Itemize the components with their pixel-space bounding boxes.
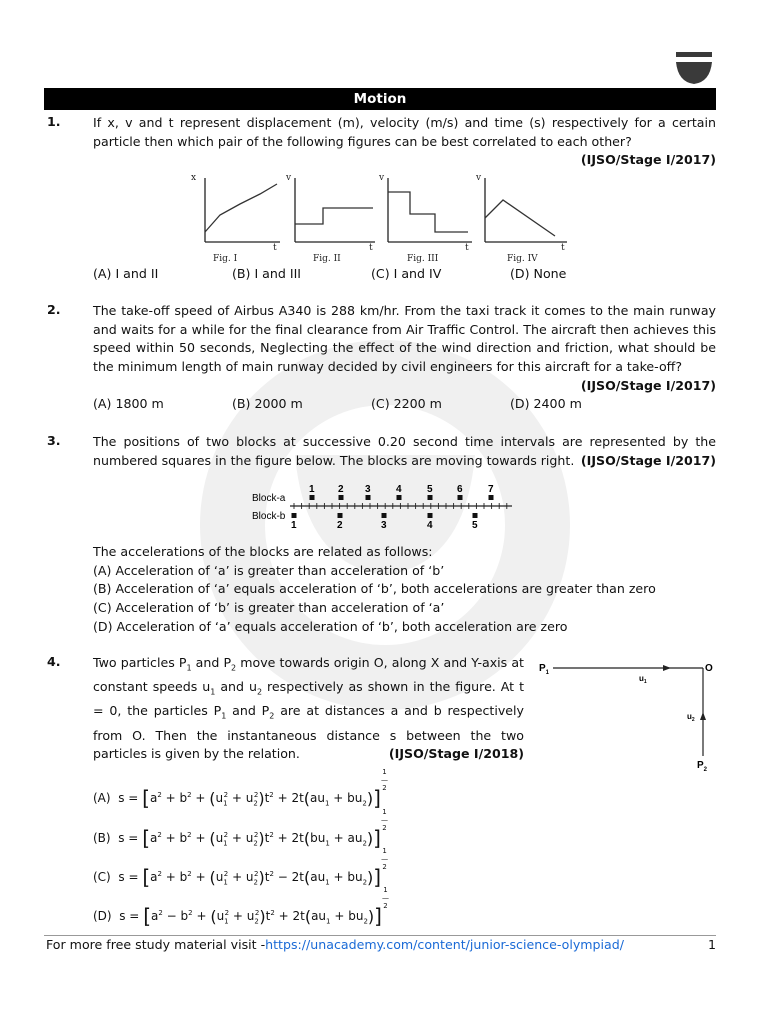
formula-option: (B) $s = [a^2 + b^2 + (u_1^2 + u_2^2)t^2 + 2t(bu_1 + au_2)]1$ — 2 bbox=[93, 808, 388, 850]
question-text: If x, v and t represent displacement (m), velocity (m/s) and time (s) respectively for a certain particle then which pair of the following figures can be best correlated to each other? bbox=[93, 115, 716, 149]
u1-label: $u_1$ bbox=[639, 674, 647, 685]
question-number: 1. bbox=[47, 114, 61, 129]
option-a: (A) Acceleration of ‘a’ is greater than acceleration of ‘b’ bbox=[93, 562, 445, 578]
block-b-number: 2 bbox=[337, 520, 343, 530]
axis-label-t: t bbox=[369, 243, 373, 253]
question-source: (IJSO/Stage I/2018) bbox=[388, 746, 524, 762]
block-a-number: 1 bbox=[309, 484, 315, 495]
fig-label-1: Fig. I bbox=[213, 254, 238, 264]
block-b-number: 1 bbox=[291, 520, 297, 530]
block-b-number: 3 bbox=[381, 520, 387, 530]
question-text: The take-off speed of Airbus A340 is 288 km/hr. From the taxi track it comes to the main runway and waits for a while for the final clearance from Air Traffic Control. The aircraft then achieves this speed within 50 seconds, Neglecting the effect of the wind direction and friction, what should be the minimum length of main runway decided by civil engineers for this aircraft for a take-off? bbox=[93, 303, 716, 375]
fig-label-4: Fig. IV bbox=[507, 254, 538, 264]
option-c: (C) 2200 m bbox=[371, 395, 442, 411]
graph-fig-1 bbox=[191, 173, 280, 264]
formula-option: (C) $s = [a^2 + b^2 + (u_1^2 + u_2^2)t^2 - 2t(au_1 + bu_2)]1$ — 2 bbox=[93, 847, 389, 889]
block-b-square bbox=[338, 513, 343, 518]
option-c: (C) I and IV bbox=[371, 266, 442, 281]
block-b-number: 5 bbox=[472, 520, 478, 530]
graph-fig-4 bbox=[475, 173, 567, 264]
block-b-label: Block-b bbox=[252, 511, 286, 522]
question-text: The positions of two blocks at successive 0.20 second time intervals are represented by the numbered squares in the figure below. The blocks are moving towards right. bbox=[93, 434, 716, 468]
option-b: (B) I and III bbox=[232, 266, 302, 281]
block-a-label: Block-a bbox=[252, 493, 286, 504]
block-a-number: 3 bbox=[365, 484, 371, 495]
axis-label-v: v bbox=[476, 173, 482, 183]
axis-label-v: v bbox=[286, 173, 292, 183]
question-4 bbox=[44, 654, 524, 764]
q1-graphs-figure bbox=[185, 170, 575, 266]
formula-option: (D) $s = [a^2 - b^2 + (u_1^2 + u_2^2)t^2 + 2t(au_1 + bu_2)]1$ — 2 bbox=[93, 886, 389, 928]
question-1 bbox=[44, 114, 716, 170]
question-2 bbox=[44, 302, 716, 415]
question-number: 4. bbox=[47, 654, 61, 669]
q3-blocks-figure bbox=[250, 482, 520, 530]
p1-label: $P_1$ bbox=[539, 663, 550, 676]
option-a: (A) I and II bbox=[93, 266, 159, 281]
formula-option: (A) $s = [a^2 + b^2 + (u_1^2 + u_2^2)t^2 + 2t(au_1 + bu_2)]1$ — 2 bbox=[93, 768, 388, 810]
origin-label: O bbox=[705, 663, 713, 674]
block-b-number: 4 bbox=[427, 520, 433, 530]
block-b-square bbox=[292, 513, 297, 518]
fig-label-3: Fig. III bbox=[407, 254, 439, 264]
question-source: (IJSO/Stage I/2017) bbox=[580, 152, 716, 168]
block-a-number: 2 bbox=[338, 484, 344, 495]
footer-divider bbox=[44, 935, 716, 936]
option-a: (A) 1800 m bbox=[93, 395, 164, 411]
block-b-square bbox=[473, 513, 478, 518]
footer bbox=[46, 937, 716, 952]
option-d: (D) None bbox=[510, 266, 567, 281]
block-a-number: 5 bbox=[427, 484, 433, 495]
option-d: (D) Acceleration of ‘a’ equals acceleration of ‘b’, both acceleration are zero bbox=[93, 618, 568, 634]
axis-label-v: v bbox=[379, 173, 385, 183]
option-d: (D) 2400 m bbox=[510, 395, 582, 411]
axis-label-t: t bbox=[273, 243, 277, 253]
p2-label: $P_2$ bbox=[697, 760, 708, 773]
question-number: 2. bbox=[47, 302, 61, 317]
block-a-square bbox=[366, 495, 371, 500]
page-number: 1 bbox=[707, 937, 716, 952]
block-a-square bbox=[310, 495, 315, 500]
fig-label-2: Fig. II bbox=[313, 254, 341, 264]
option-c: (C) Acceleration of ‘b’ is greater than acceleration of ‘a’ bbox=[93, 600, 445, 616]
q2-options bbox=[93, 396, 716, 415]
unacademy-logo bbox=[676, 52, 712, 86]
page-title: Motion bbox=[44, 88, 716, 110]
block-a-square bbox=[339, 495, 344, 500]
block-a-number: 7 bbox=[488, 484, 494, 495]
block-a-square bbox=[489, 495, 494, 500]
block-a-number: 6 bbox=[457, 484, 463, 495]
q1-options bbox=[93, 266, 716, 285]
q4-particles-figure bbox=[535, 656, 725, 778]
question-text: Two particles $P_1$ and $P_2$ move towards origin O, along X and Y-axis at constant speeds $u_1$ and $u_2$ respectively as shown in the figure. At t = 0, the particles $P_1$ and $P_2$ are at distances a and b respectively from O. Then the instantaneous distance s between the two particles is given by the relation. (IJSO/Stage I/2018) bbox=[93, 654, 524, 764]
question-number: 3. bbox=[47, 433, 61, 448]
graph-fig-3 bbox=[378, 173, 472, 264]
option-b: (B) Acceleration of ‘a’ equals acceleration of ‘b’, both accelerations are greater than zero bbox=[93, 581, 656, 597]
q3-lead: The accelerations of the blocks are related as follows: bbox=[93, 544, 433, 559]
axis-label-t: t bbox=[561, 243, 565, 253]
axis-label-t: t bbox=[465, 243, 469, 253]
question-source: (IJSO/Stage I/2017) bbox=[580, 452, 716, 468]
option-b: (B) 2000 m bbox=[232, 395, 303, 411]
u2-label: $u_2$ bbox=[687, 712, 695, 723]
block-b-square bbox=[428, 513, 433, 518]
block-a-square bbox=[397, 495, 402, 500]
block-a-square bbox=[458, 495, 463, 500]
question-source: (IJSO/Stage I/2017) bbox=[580, 377, 716, 393]
graph-fig-2 bbox=[285, 173, 375, 264]
question-3 bbox=[44, 433, 716, 470]
block-a-square bbox=[428, 495, 433, 500]
block-a-number: 4 bbox=[396, 484, 402, 495]
axis-label-x: x bbox=[191, 173, 197, 183]
footer-link[interactable]: https://unacademy.com/content/junior-science-olympiad/ bbox=[265, 937, 624, 952]
footer-text: For more free study material visit - bbox=[46, 937, 266, 952]
block-b-square bbox=[382, 513, 387, 518]
